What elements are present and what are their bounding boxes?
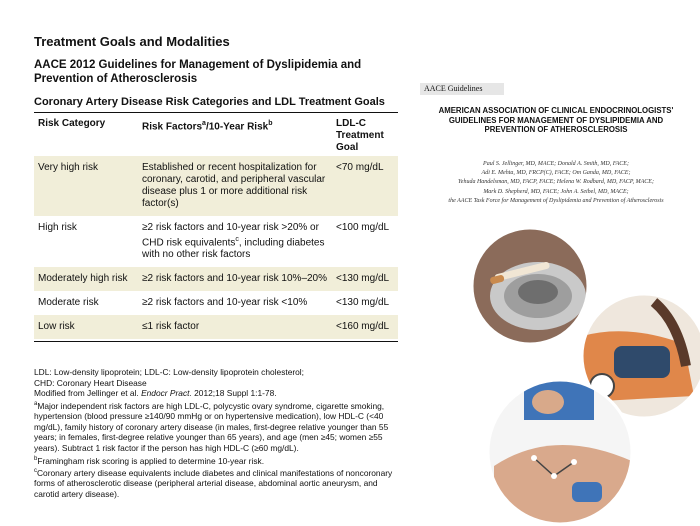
risk-factors: ≥2 risk factors and 10-year risk >20% or CHD risk equivalents$^c$, including diabetes with no other risk factors: [142, 222, 325, 261]
risk-factors: ≥2 risk factors and 10-year risk 10%–20%: [138, 267, 332, 291]
table-bottom-rule: [34, 341, 398, 342]
footnote-a: $^a$Major independent risk factors are high LDL-C, polycystic ovary syndrome, cigarette smoking, hypertension (blood pressure ≥140/90 mmHg or on hypertensive medication), low HDL-C (<40 mg/dL), family history of coronary artery disease (in males, first-degree relative younger than 55 years; in females, first-degree relative younger than 65 years), and age (men ≥45; women ≥55 years). Subtract 1 risk factor if the person has high HDL-C (≥60 mg/dL).: [34, 400, 389, 453]
table-row: [34, 216, 398, 267]
footnote-c: $^c$Coronary artery disease equivalents include diabetes and clinical manifestations of noncoronary forms of atherosclerotic disease (peripheral arterial disease, abdominal aortic aneurysm, and carotid artery disease).: [34, 467, 393, 499]
table-header-row: [34, 113, 398, 156]
guidelines-title: AMERICAN ASSOCIATION OF CLINICAL ENDOCRINOLOGISTS' GUIDELINES FOR MANAGEMENT OF DYSLIPIDEMIA AND PREVENTION OF ATHEROSCLEROSIS: [438, 106, 674, 135]
footnote-source: Modified from Jellinger et al. Endocr Pract. 2012;18 Suppl 1:1-78.: [34, 388, 277, 399]
risk-table-section: [34, 96, 398, 342]
table-row: [34, 267, 398, 291]
risk-category: Very high risk: [34, 156, 138, 216]
ldl-goal: <70 mg/dL: [332, 156, 398, 216]
footnote-b: $^b$Framingham risk scoring is applied to determine 10-year risk.: [34, 455, 265, 466]
ldl-goal: <130 mg/dL: [336, 297, 390, 309]
col-header-goal: LDL-C Treatment Goal: [336, 118, 384, 153]
page-subtitle: AACE 2012 Guidelines for Management of Dyslipidemia and Prevention of Atherosclerosis: [34, 59, 362, 85]
risk-category: Moderate risk: [38, 297, 99, 309]
page-title: Treatment Goals and Modalities: [34, 34, 230, 49]
ldl-goal: <160 mg/dL: [332, 315, 398, 339]
risk-factors: Established or recent hospitalization for coronary, carotid, and peripheral vascular disease plus 1 or more additional risk factor(s): [138, 156, 332, 216]
col-header-factors: Risk Factors$^a$/10-Year Risk$^b$: [142, 120, 273, 133]
risk-category: High risk: [38, 222, 77, 233]
ldl-goal: <100 mg/dL: [336, 222, 390, 233]
guidelines-authors: Paul S. Jellinger, MD, MACE; Donald A. Smith, MD, FACE; Adi E. Mehta, MD, FRCP(C), FACE; Om Ganda, MD, FACE; Yehuda Handelsman, MD, FACP, FACE; Helena W. Rodbard, MD, FACP, MACE; Mark D. Shepherd, MD, FACE; John A. Seibel, MD, MACE; the AACE Task Force for Management of Dyslipidemia and Prevention of Atherosclerosis: [448, 161, 664, 204]
table-row: [34, 156, 398, 216]
guidelines-tag: AACE Guidelines: [420, 83, 504, 95]
ldl-goal: <130 mg/dL: [332, 267, 398, 291]
footnotes: [34, 367, 404, 500]
risk-factors: ≥2 risk factors and 10-year risk <10%: [142, 297, 308, 309]
table-heading: Coronary Artery Disease Risk Categories and LDL Treatment Goals: [34, 96, 398, 113]
medical-photo-collage: [464, 226, 700, 526]
risk-category: Low risk: [34, 315, 138, 339]
risk-factors: ≤1 risk factor: [138, 315, 332, 339]
table-row: [34, 291, 398, 315]
risk-table: [34, 113, 398, 339]
risk-category: Moderately high risk: [34, 267, 138, 291]
footnote-abbr-2: CHD: Coronary Heart Disease: [34, 377, 147, 388]
footnote-abbr-1: LDL: Low-density lipoprotein; LDL-C: Low-density lipoprotein cholesterol;: [34, 367, 304, 377]
cigarette-ashtray-photo: [464, 226, 604, 356]
table-row: [34, 315, 398, 339]
col-header-risk: Risk Category: [38, 118, 106, 129]
